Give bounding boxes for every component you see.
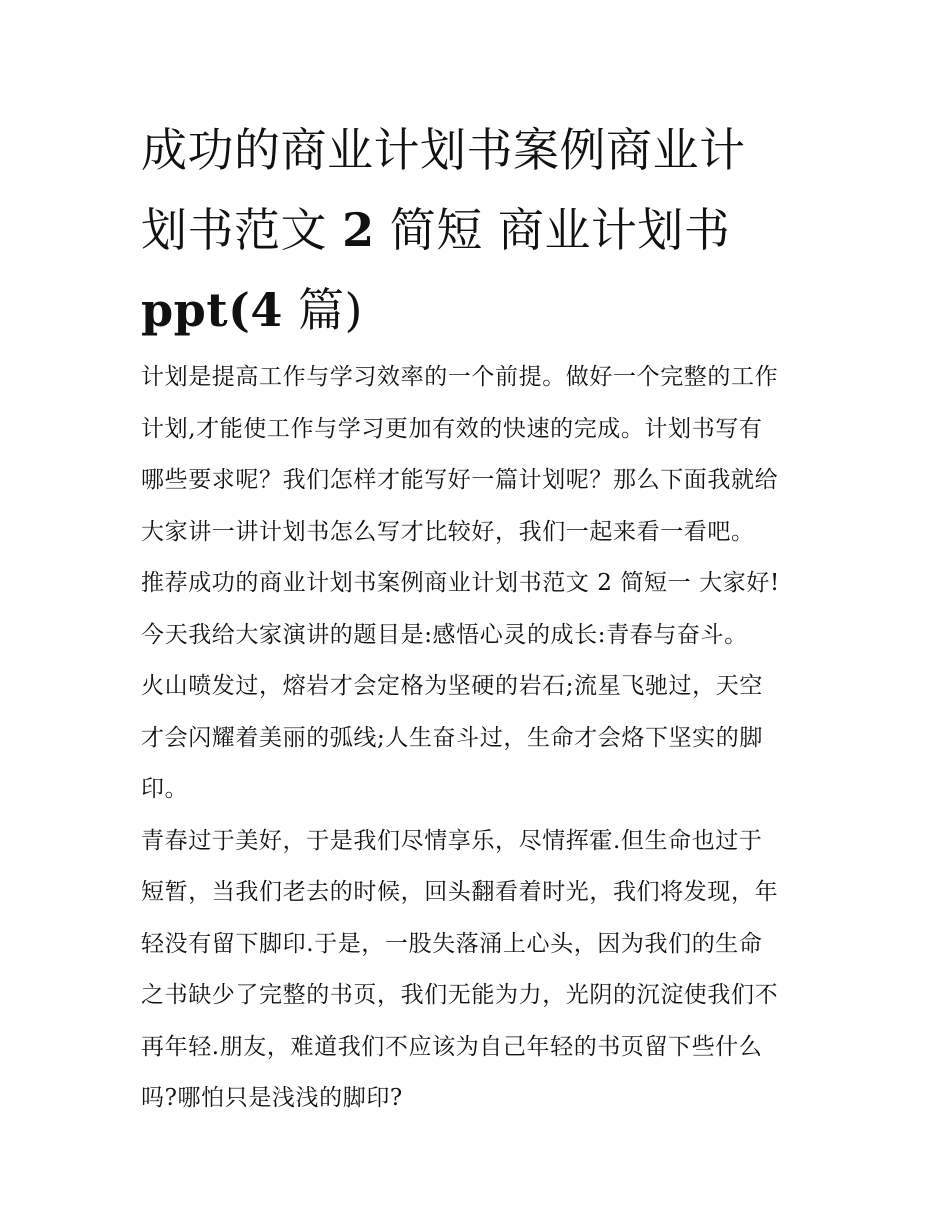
- title-line-3-ppt: ppt(4: [141, 283, 283, 337]
- body-line: 之书缺少了完整的书页，我们无能为力，光阴的沉淀使我们不: [141, 982, 779, 1008]
- body-line: 再年轻.朋友，难道我们不应该为自己年轻的书页留下些什么: [141, 1033, 763, 1060]
- body-line: 推荐成功的商业计划书案例商业计划书范文 2 简短一 大家好!: [141, 570, 780, 596]
- title-line-2-part-b: 简短 商业计划书: [389, 203, 731, 257]
- body-line: 轻没有留下脚印.于是，一股失落涌上心头，因为我们的生命: [141, 930, 763, 957]
- body-line: 火山喷发过，熔岩才会定格为坚硬的岩石;流星飞驰过，天空: [141, 673, 763, 699]
- body-line: 短暂，当我们老去的时候，回头翻看着时光，我们将发现，年: [141, 879, 779, 905]
- title-line-3-suffix: 篇): [297, 283, 363, 337]
- body-line: 青春过于美好，于是我们尽情享乐，尽情挥霍.但生命也过于: [141, 827, 763, 854]
- body-line: 哪些要求呢？我们怎样才能写好一篇计划呢？那么下面我就给: [141, 467, 779, 493]
- document-title: [141, 110, 821, 350]
- body-line: 才会闪耀着美丽的弧线;人生奋斗过，生命才会烙下坚实的脚: [141, 724, 763, 751]
- title-line-1: 成功的商业计划书案例商业计: [141, 123, 746, 177]
- body-line: 印。: [141, 776, 189, 802]
- body-line: 吗?哪怕只是浅浅的脚印?: [141, 1085, 403, 1111]
- title-line-2-number: 2: [342, 203, 375, 257]
- document-body: [141, 352, 821, 1125]
- body-line: 计划是提高工作与学习效率的一个前提。做好一个完整的工作: [141, 364, 779, 390]
- body-line: 计划,才能使工作与学习更加有效的快速的完成。计划书写有: [141, 415, 763, 442]
- body-line: 大家讲一讲计划书怎么写才比较好，我们一起来看一看吧。: [141, 518, 755, 545]
- body-line: 今天我给大家演讲的题目是:感悟心灵的成长:青春与奋斗。: [141, 621, 748, 648]
- title-line-2-part-a: 划书范文: [141, 203, 327, 257]
